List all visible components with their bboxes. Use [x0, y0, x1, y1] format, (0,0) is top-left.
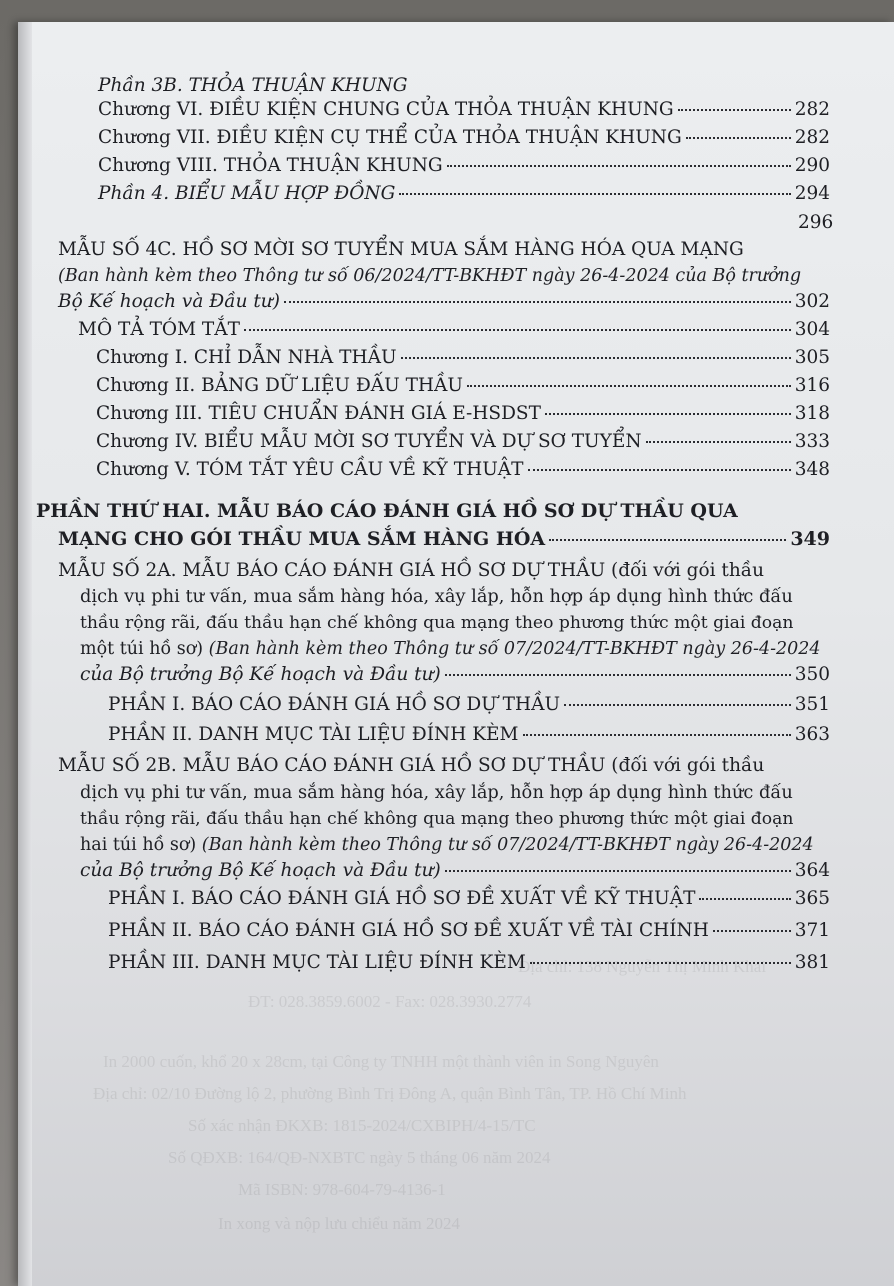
- show-through-line: In 2000 cuốn, khổ 20 x 28cm, tại Công ty TNHH một thành viên in Song Nguyên: [103, 1052, 659, 1071]
- toc-form-desc: [80, 834, 814, 856]
- toc-entry: [96, 459, 830, 481]
- toc-leader: [646, 441, 791, 443]
- toc-leader: [401, 357, 791, 359]
- toc-form-title: MẪU SỐ 2A. MẪU BÁO CÁO ĐÁNH GIÁ HỒ SƠ DỰ THẦU (đối với gói thầu: [58, 560, 764, 581]
- toc-entry: [58, 528, 830, 550]
- toc-leader: [244, 329, 791, 331]
- toc-entry-title: của Bộ trưởng Bộ Kế hoạch và Đầu tư): [80, 664, 441, 685]
- toc-entry: [108, 724, 830, 746]
- toc-entry-title: Chương V. TÓM TẮT YÊU CẦU VỀ KỸ THUẬT: [96, 459, 524, 480]
- toc-entry: [96, 403, 830, 425]
- toc-leader: [447, 165, 791, 167]
- toc-entry-page: 364: [794, 860, 830, 881]
- toc-entry-page: 333: [794, 431, 830, 452]
- toc-form-desc: dịch vụ phi tư vấn, mua sắm hàng hóa, xây lắp, hỗn hợp áp dụng hình thức đấu: [80, 782, 793, 803]
- toc-form-desc: thầu rộng rãi, đấu thầu hạn chế không qua mạng theo phương thức một giai đoạn: [80, 809, 794, 829]
- toc-entry-page: 318: [794, 403, 830, 424]
- toc-leader: [564, 704, 791, 706]
- toc-entry-title: Chương VIII. THỎA THUẬN KHUNG: [98, 155, 443, 176]
- toc-entry-page: 348: [794, 459, 830, 480]
- toc-entry: [96, 347, 830, 369]
- toc-leader: [445, 870, 791, 872]
- toc-entry-title: của Bộ trưởng Bộ Kế hoạch và Đầu tư): [80, 860, 441, 881]
- toc-entry-page: 296: [798, 212, 834, 233]
- show-through-line: In xong và nộp lưu chiểu năm 2024: [218, 1214, 460, 1233]
- book-page: [18, 22, 894, 1286]
- toc-entry-title: Chương II. BẢNG DỮ LIỆU ĐẤU THẦU: [96, 375, 464, 396]
- toc-entry: [80, 664, 830, 686]
- toc-entry-title: Chương VII. ĐIỀU KIỆN CỤ THỂ CỦA THỎA THUẬN KHUNG: [98, 127, 682, 148]
- toc-entry: [108, 952, 830, 974]
- toc-entry-title: Chương IV. BIỂU MẪU MỜI SƠ TUYỂN VÀ DỰ SƠ TUYỂN: [96, 431, 642, 452]
- toc-form-desc: thầu rộng rãi, đấu thầu hạn chế không qua mạng theo phương thức một giai đoạn: [80, 613, 794, 633]
- toc-leader: [699, 898, 790, 900]
- show-through-line: Số QĐXB: 164/QĐ-NXBTC ngày 5 tháng 06 năm 2024: [168, 1148, 551, 1167]
- toc-entry: [98, 155, 830, 177]
- toc-form-desc-text: một túi hồ sơ): [80, 639, 204, 659]
- toc-entry-page: 371: [794, 920, 830, 941]
- toc-leader: [284, 301, 791, 303]
- toc-leader: [549, 539, 786, 541]
- toc-entry-page: 294: [794, 183, 830, 204]
- toc-leader: [523, 734, 791, 736]
- toc-leader: [530, 962, 791, 964]
- toc-form-desc-text: hai túi hồ sơ): [80, 835, 197, 855]
- toc-entry: [98, 99, 830, 121]
- toc-entry-page: 305: [794, 347, 830, 368]
- toc-entry-page: 304: [794, 319, 830, 340]
- toc-leader: [399, 193, 790, 195]
- toc-leader: [545, 413, 791, 415]
- show-through-line: ĐT: 028.3859.6002 - Fax: 028.3930.2774: [248, 992, 532, 1011]
- toc-part-heading: Phần 3B. THỎA THUẬN KHUNG: [98, 75, 408, 96]
- toc-leader: [467, 385, 791, 387]
- toc-entry: [96, 375, 830, 397]
- toc-entry: [108, 920, 830, 942]
- toc-entry-page: 282: [794, 99, 830, 120]
- toc-entry-title: PHẦN III. DANH MỤC TÀI LIỆU ĐÍNH KÈM: [108, 952, 526, 973]
- toc-entry-page: 350: [794, 664, 830, 685]
- toc-entry-title: PHẦN II. DANH MỤC TÀI LIỆU ĐÍNH KÈM: [108, 724, 519, 745]
- show-through-line: Địa chỉ: 02/10 Đường lộ 2, phường Bình Trị Đông A, quận Bình Tân, TP. Hồ Chí Minh: [93, 1084, 687, 1103]
- toc-form-desc: [80, 638, 821, 660]
- toc-form-note: (Ban hành kèm theo Thông tư số 07/2024/TT-BKHĐT ngày 26-4-2024: [208, 639, 821, 659]
- toc-entry-page: 351: [794, 694, 830, 715]
- toc-form-note: (Ban hành kèm theo Thông tư số 06/2024/TT-BKHĐT ngày 26-4-2024 của Bộ trưởng: [58, 266, 802, 286]
- show-through-line: Địa chỉ: 138 Nguyễn Thị Minh Khai: [518, 957, 767, 976]
- toc-entry-title: Chương VI. ĐIỀU KIỆN CHUNG CỦA THỎA THUẬN KHUNG: [98, 99, 674, 120]
- toc-entry: [98, 127, 830, 149]
- toc-form-note: (Ban hành kèm theo Thông tư số 07/2024/TT-BKHĐT ngày 26-4-2024: [201, 835, 814, 855]
- toc-entry-title: PHẦN I. BÁO CÁO ĐÁNH GIÁ HỒ SƠ ĐỀ XUẤT VỀ KỸ THUẬT: [108, 888, 696, 909]
- table-of-contents: [18, 22, 894, 1286]
- toc-entry: [108, 888, 830, 910]
- toc-entry-title: Chương III. TIÊU CHUẨN ĐÁNH GIÁ E-HSDST: [96, 403, 541, 424]
- toc-entry-title: MẠNG CHO GÓI THẦU MUA SẮM HÀNG HÓA: [58, 528, 546, 550]
- toc-section-heading: PHẦN THỨ HAI. MẪU BÁO CÁO ĐÁNH GIÁ HỒ SƠ DỰ THẦU QUA: [36, 500, 738, 522]
- toc-entry: [78, 319, 830, 341]
- toc-leader: [445, 674, 791, 676]
- toc-entry: [98, 183, 830, 205]
- toc-entry-title: Chương I. CHỈ DẪN NHÀ THẦU: [96, 347, 397, 368]
- toc-entry-page: 290: [794, 155, 830, 176]
- toc-entry-title: PHẦN I. BÁO CÁO ĐÁNH GIÁ HỒ SƠ DỰ THẦU: [108, 694, 561, 715]
- toc-entry: [96, 431, 830, 453]
- toc-entry-title: Bộ Kế hoạch và Đầu tư): [58, 291, 280, 312]
- toc-form-title: MẪU SỐ 4C. HỒ SƠ MỜI SƠ TUYỂN MUA SẮM HÀNG HÓA QUA MẠNG: [58, 239, 744, 260]
- toc-entry-page: 363: [794, 724, 830, 745]
- toc-entry-page: 365: [794, 888, 830, 909]
- toc-form-desc: dịch vụ phi tư vấn, mua sắm hàng hóa, xây lắp, hỗn hợp áp dụng hình thức đấu: [80, 586, 793, 607]
- toc-entry: [80, 860, 830, 882]
- toc-form-title: MẪU SỐ 2B. MẪU BÁO CÁO ĐÁNH GIÁ HỒ SƠ DỰ THẦU (đối với gói thầu: [58, 755, 765, 776]
- toc-entry-page: 381: [794, 952, 830, 973]
- toc-entry: [108, 694, 830, 716]
- toc-entry-title: Phần 4. BIỂU MẪU HỢP ĐỒNG: [98, 183, 396, 204]
- toc-leader: [686, 137, 791, 139]
- toc-entry-title: MÔ TẢ TÓM TẮT: [78, 319, 240, 340]
- toc-leader: [678, 109, 791, 111]
- toc-entry-title: PHẦN II. BÁO CÁO ĐÁNH GIÁ HỒ SƠ ĐỀ XUẤT VỀ TÀI CHÍNH: [108, 920, 709, 941]
- toc-entry: [58, 291, 830, 313]
- show-through-line: Số xác nhận ĐKXB: 1815-2024/CXBIPH/4-15/TC: [188, 1116, 536, 1135]
- toc-entry-page: 282: [794, 127, 830, 148]
- toc-leader: [528, 469, 791, 471]
- toc-entry-page: 349: [790, 528, 830, 550]
- toc-leader: [713, 930, 791, 932]
- toc-entry-page: 302: [794, 291, 830, 312]
- show-through-line: Mã ISBN: 978-604-79-4136-1: [238, 1180, 446, 1199]
- toc-entry-page: 316: [794, 375, 830, 396]
